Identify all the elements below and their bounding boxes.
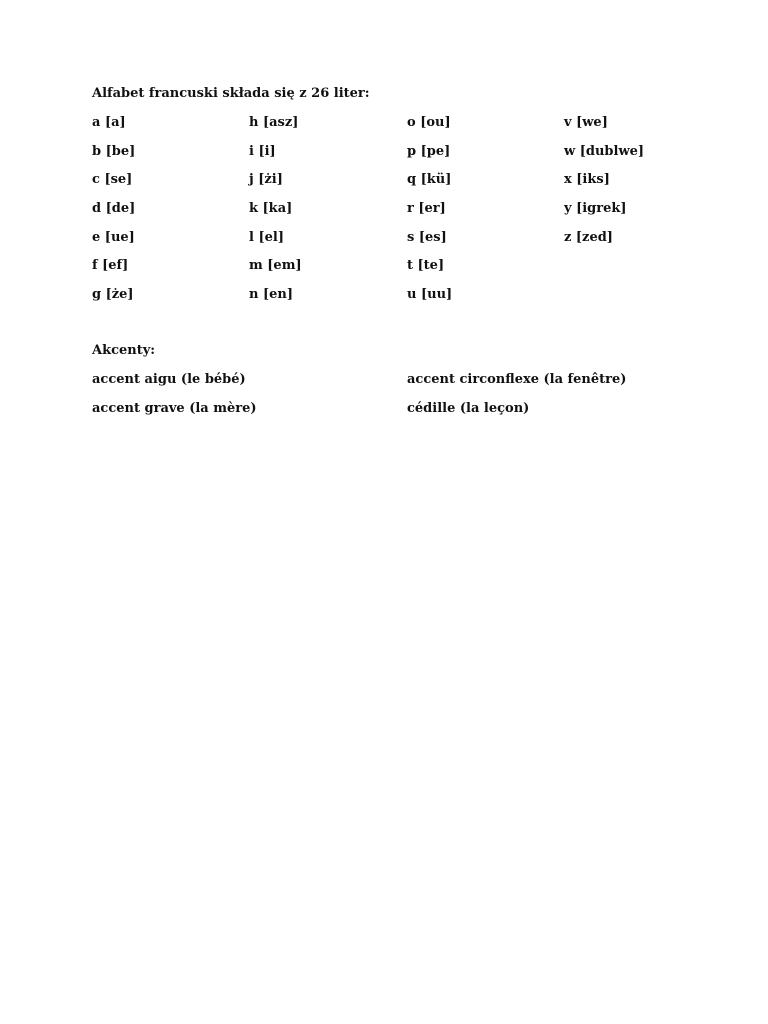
- accents-grid: [92, 372, 652, 429]
- accents-heading: Akcenty:: [92, 343, 156, 358]
- letter-z: z [zed]: [564, 229, 613, 245]
- accent-circonflexe: accent circonflexe (la fenêtre): [407, 372, 627, 387]
- letter-w: w [dublwe]: [564, 143, 645, 159]
- letter-a: a [a]: [92, 115, 126, 130]
- letter-l: l [el]: [249, 229, 284, 245]
- letter-d: d [de]: [92, 201, 136, 217]
- letter-y: y [igrek]: [564, 201, 627, 217]
- accent-aigu: accent aigu (le bébé): [92, 372, 246, 387]
- letter-i: i [i]: [249, 143, 276, 159]
- alphabet-heading: Alfabet francuski składa się z 26 liter:: [92, 86, 370, 101]
- letter-f: f [ef]: [92, 258, 129, 274]
- letter-m: m [em]: [249, 258, 302, 274]
- letter-e: e [ue]: [92, 229, 135, 245]
- letter-j: j [żi]: [249, 172, 283, 188]
- letter-g: g [że]: [92, 287, 134, 303]
- letter-n: n [en]: [249, 287, 294, 303]
- letter-x: x [iks]: [564, 172, 610, 188]
- letter-q: q [kü]: [407, 172, 452, 188]
- cedille: cédille (la leçon): [407, 400, 530, 416]
- letter-b: b [be]: [92, 143, 136, 159]
- letter-h: h [asz]: [249, 115, 299, 130]
- letter-o: o [ou]: [407, 115, 451, 130]
- letter-u: u [uu]: [407, 287, 453, 303]
- letter-p: p [pe]: [407, 143, 451, 159]
- letter-r: r [er]: [407, 201, 446, 217]
- letter-t: t [te]: [407, 258, 445, 274]
- alphabet-grid: [92, 115, 692, 316]
- letter-k: k [ka]: [249, 201, 293, 217]
- accent-grave: accent grave (la mère): [92, 400, 257, 416]
- letter-c: c [se]: [92, 172, 133, 188]
- letter-s: s [es]: [407, 229, 447, 245]
- letter-v: v [we]: [564, 115, 608, 130]
